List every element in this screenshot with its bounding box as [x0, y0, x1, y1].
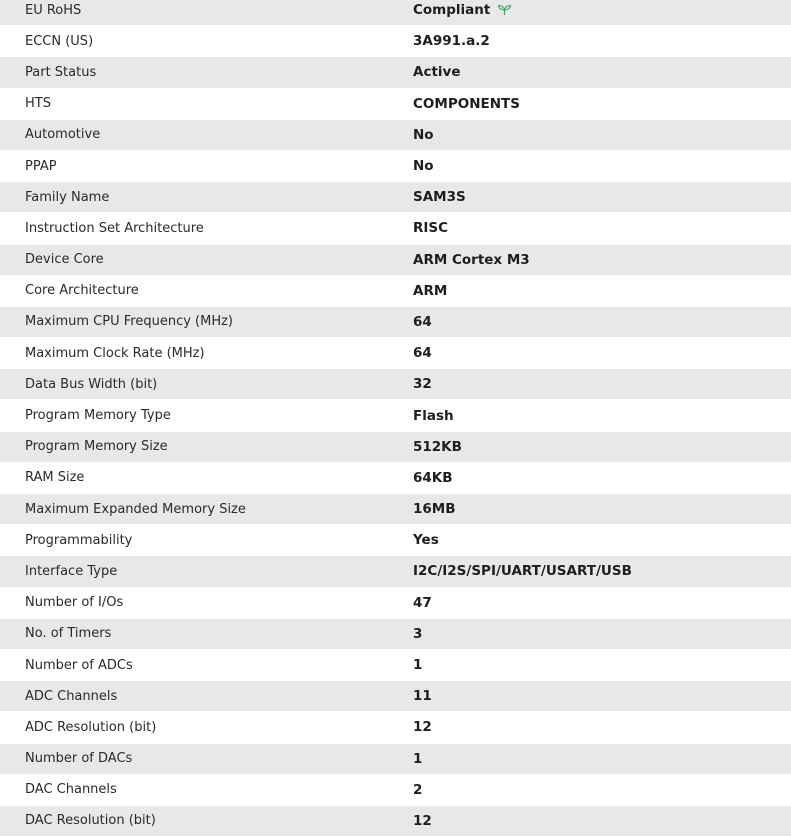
spec-value-text: Flash: [413, 407, 454, 424]
spec-value-text: Compliant: [413, 2, 491, 19]
spec-label: Maximum Expanded Memory Size: [25, 501, 246, 517]
spec-value-text: ARM Cortex M3: [413, 251, 530, 268]
spec-value-text: 3A991.a.2: [413, 33, 490, 50]
spec-row: [0, 494, 791, 525]
spec-row: [0, 26, 791, 57]
spec-value-text: 11: [413, 688, 432, 705]
spec-value: [413, 314, 791, 330]
spec-label: Instruction Set Architecture: [25, 220, 204, 236]
spec-value-text: No: [413, 158, 434, 175]
spec-label: ADC Channels: [25, 688, 118, 704]
spec-value-text: 2: [413, 781, 423, 798]
leaf-icon: [497, 4, 512, 16]
spec-value: [413, 64, 791, 80]
spec-value: [413, 501, 791, 517]
spec-row: [0, 120, 791, 151]
spec-label: ECCN (US): [25, 33, 94, 49]
spec-label: HTS: [25, 96, 51, 112]
spec-value-text: 12: [413, 812, 432, 829]
spec-row: [0, 712, 791, 743]
spec-value-text: 64: [413, 313, 432, 330]
spec-row: [0, 338, 791, 369]
spec-value: [413, 439, 791, 455]
spec-value: [413, 189, 791, 205]
spec-value-text: 1: [413, 657, 423, 674]
spec-row: [0, 151, 791, 182]
spec-row: [0, 806, 791, 837]
spec-row: [0, 57, 791, 88]
spec-label: Maximum CPU Frequency (MHz): [25, 314, 233, 330]
spec-value-text: 64: [413, 345, 432, 362]
spec-row: [0, 400, 791, 431]
spec-value-text: 512KB: [413, 438, 462, 455]
spec-label: ADC Resolution (bit): [25, 719, 157, 735]
spec-label: DAC Channels: [25, 782, 117, 798]
spec-value-text: 12: [413, 719, 432, 736]
spec-label: Device Core: [25, 252, 104, 268]
spec-row: [0, 775, 791, 806]
spec-value: [413, 626, 791, 642]
spec-label: RAM Size: [25, 470, 85, 486]
spec-row: [0, 744, 791, 775]
spec-label: Number of ADCs: [25, 657, 133, 673]
spec-value-text: 3: [413, 625, 423, 642]
spec-row: [0, 182, 791, 213]
spec-label: Maximum Clock Rate (MHz): [25, 345, 205, 361]
spec-row: [0, 463, 791, 494]
spec-row: [0, 89, 791, 120]
spec-value: [413, 563, 791, 579]
spec-value: [413, 595, 791, 611]
spec-value: [413, 33, 791, 49]
spec-label: DAC Resolution (bit): [25, 813, 156, 829]
spec-label: No. of Timers: [25, 626, 112, 642]
spec-value: [413, 782, 791, 798]
spec-row: [0, 588, 791, 619]
spec-row: [0, 556, 791, 587]
spec-label: Core Architecture: [25, 283, 139, 299]
spec-label: Programmability: [25, 532, 133, 548]
spec-value-text: Active: [413, 64, 461, 81]
spec-value-text: SAM3S: [413, 189, 466, 206]
spec-value-text: No: [413, 126, 434, 143]
spec-label: Number of DACs: [25, 751, 133, 767]
spec-row: [0, 213, 791, 244]
spec-row: [0, 369, 791, 400]
spec-row: [0, 307, 791, 338]
spec-row: [0, 525, 791, 556]
spec-value-text: ARM: [413, 282, 448, 299]
spec-label: Number of I/Os: [25, 595, 124, 611]
spec-label: EU RoHS: [25, 2, 82, 18]
spec-value: [413, 751, 791, 767]
spec-value: [413, 345, 791, 361]
spec-row: [0, 0, 791, 26]
spec-label: Family Name: [25, 189, 110, 205]
spec-value-text: 47: [413, 594, 432, 611]
spec-row: [0, 432, 791, 463]
spec-label: Automotive: [25, 127, 101, 143]
spec-value: [413, 657, 791, 673]
spec-value-text: Yes: [413, 532, 439, 549]
spec-value: [413, 532, 791, 548]
spec-label: Data Bus Width (bit): [25, 376, 158, 392]
spec-value: [413, 158, 791, 174]
spec-label: Program Memory Size: [25, 439, 168, 455]
spec-row: [0, 681, 791, 712]
spec-value: [413, 688, 791, 704]
spec-value-text: 1: [413, 750, 423, 767]
spec-value: [413, 220, 791, 236]
spec-row: [0, 619, 791, 650]
spec-row: [0, 650, 791, 681]
spec-value: [413, 2, 791, 18]
spec-value: [413, 719, 791, 735]
spec-value-text: 64KB: [413, 469, 453, 486]
spec-value: [413, 127, 791, 143]
spec-row: [0, 245, 791, 276]
spec-value: [413, 252, 791, 268]
spec-value-text: 16MB: [413, 501, 456, 518]
spec-value-text: COMPONENTS: [413, 95, 520, 112]
spec-value-text: I2C/I2S/SPI/UART/USART/USB: [413, 563, 632, 580]
spec-value-text: RISC: [413, 220, 449, 237]
spec-label: PPAP: [25, 158, 57, 174]
spec-label: Interface Type: [25, 563, 118, 579]
spec-label: Part Status: [25, 64, 97, 80]
spec-value: [413, 376, 791, 392]
spec-value: [413, 408, 791, 424]
spec-row: [0, 276, 791, 307]
spec-value: [413, 470, 791, 486]
spec-value-text: 32: [413, 376, 432, 393]
spec-value: [413, 283, 791, 299]
spec-value: [413, 96, 791, 112]
spec-value: [413, 813, 791, 829]
spec-label: Program Memory Type: [25, 408, 171, 424]
